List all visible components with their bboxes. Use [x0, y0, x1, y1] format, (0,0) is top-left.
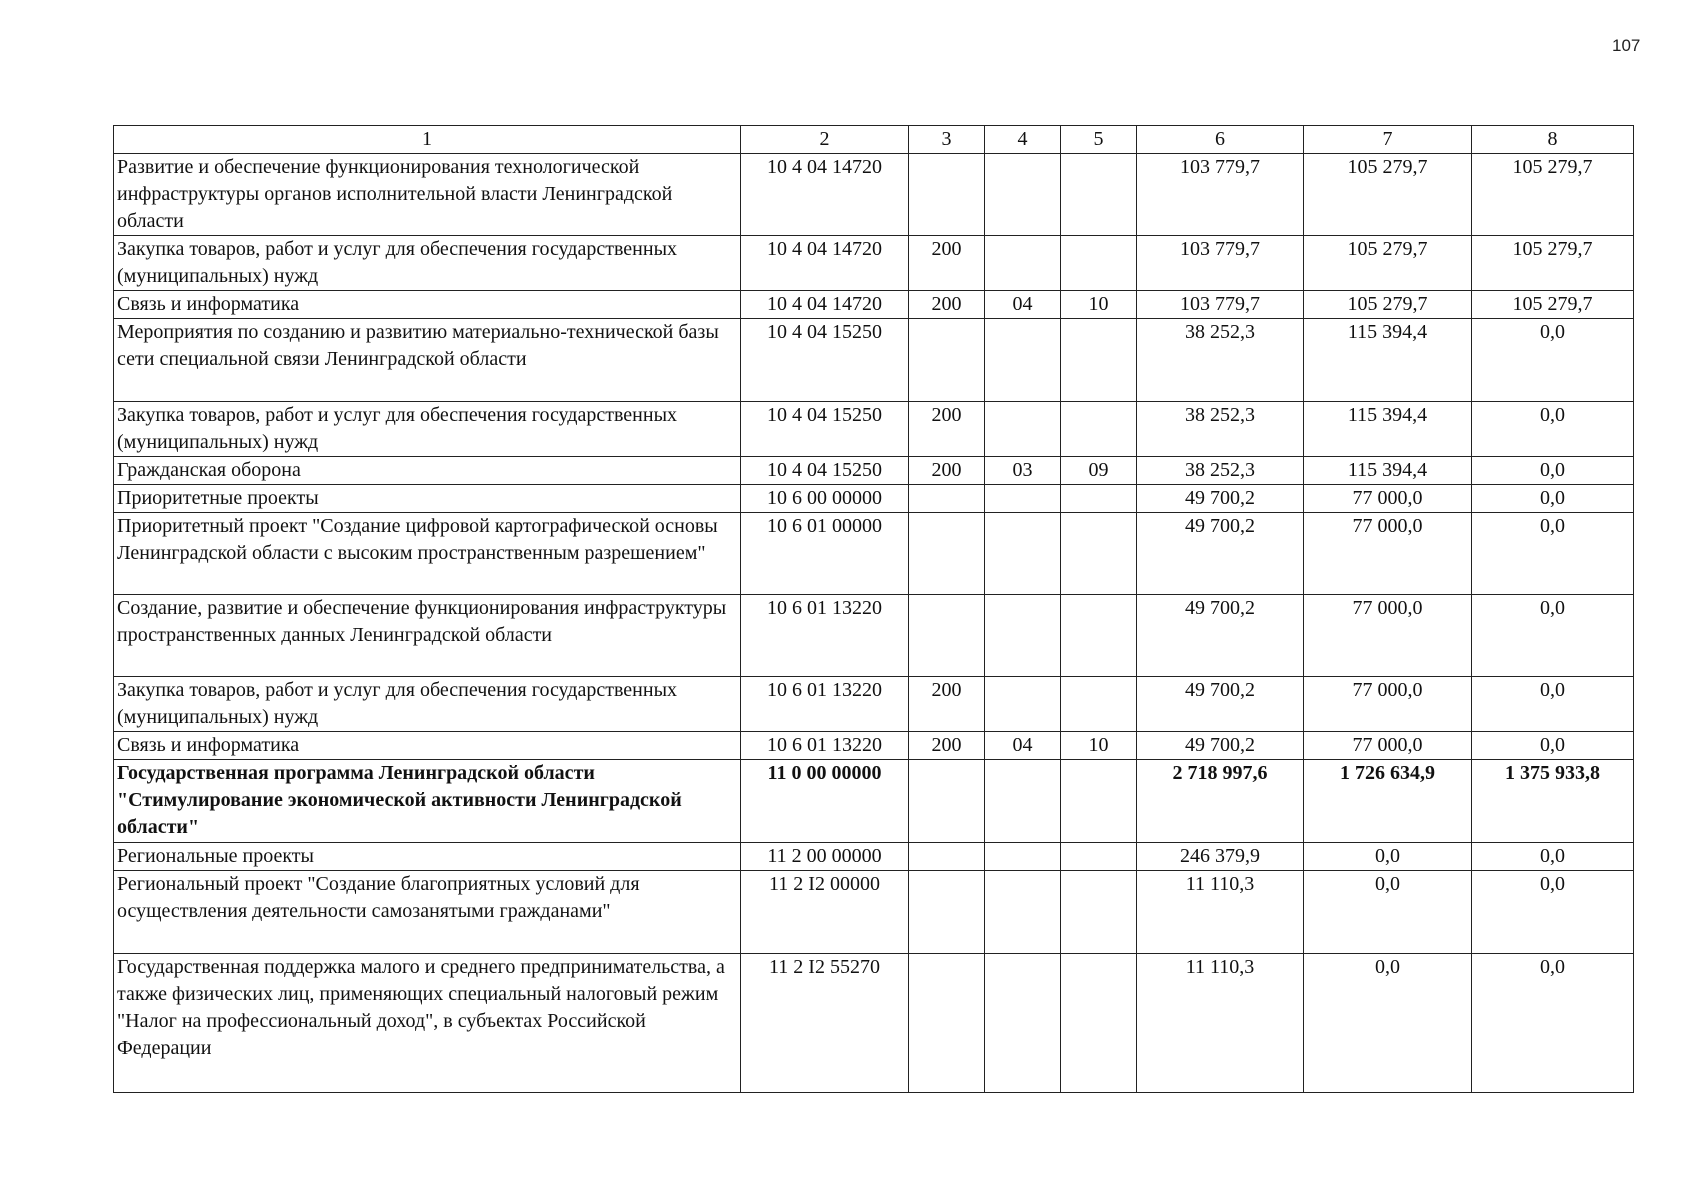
- target-code: 10 4 04 14720: [741, 154, 909, 236]
- row-name: Закупка товаров, работ и услуг для обеспечения государственных (муниципальных) нужд: [114, 402, 741, 457]
- column-header: 8: [1472, 126, 1634, 154]
- section: [985, 485, 1061, 513]
- expense-type: [909, 871, 985, 954]
- table-row: [114, 677, 1634, 732]
- target-code: 10 6 00 00000: [741, 485, 909, 513]
- section: [985, 954, 1061, 1093]
- subsection: [1061, 513, 1137, 595]
- target-code: 11 2 00 00000: [741, 843, 909, 871]
- expense-type: [909, 319, 985, 402]
- target-code: 10 6 01 13220: [741, 732, 909, 760]
- row-name: Связь и информатика: [114, 732, 741, 760]
- table-row: [114, 732, 1634, 760]
- expense-type: [909, 513, 985, 595]
- column-header: 7: [1304, 126, 1472, 154]
- amount-col6: 11 110,3: [1137, 954, 1304, 1093]
- section: [985, 402, 1061, 457]
- amount-col6: 38 252,3: [1137, 457, 1304, 485]
- target-code: 11 2 I2 55270: [741, 954, 909, 1093]
- expense-type: 200: [909, 732, 985, 760]
- amount-col8: 1 375 933,8: [1472, 760, 1634, 843]
- row-name: Мероприятия по созданию и развитию материально-технической базы сети специальной связи Ленинградской области: [114, 319, 741, 402]
- section: [985, 319, 1061, 402]
- amount-col8: 0,0: [1472, 513, 1634, 595]
- budget-table: [113, 125, 1634, 1093]
- row-name: Приоритетный проект "Создание цифровой картографической основы Ленинградской области с высоким пространственным разрешением": [114, 513, 741, 595]
- amount-col6: 49 700,2: [1137, 485, 1304, 513]
- amount-col8: 0,0: [1472, 843, 1634, 871]
- row-name: Закупка товаров, работ и услуг для обеспечения государственных (муниципальных) нужд: [114, 236, 741, 291]
- subsection: [1061, 677, 1137, 732]
- expense-type: [909, 760, 985, 843]
- amount-col7: 0,0: [1304, 871, 1472, 954]
- amount-col7: 77 000,0: [1304, 485, 1472, 513]
- amount-col6: 246 379,9: [1137, 843, 1304, 871]
- table-row: [114, 457, 1634, 485]
- target-code: 11 2 I2 00000: [741, 871, 909, 954]
- target-code: 10 4 04 15250: [741, 319, 909, 402]
- subsection: [1061, 843, 1137, 871]
- amount-col7: 77 000,0: [1304, 732, 1472, 760]
- amount-col8: 0,0: [1472, 732, 1634, 760]
- expense-type: 200: [909, 677, 985, 732]
- table-row: [114, 595, 1634, 677]
- amount-col7: 105 279,7: [1304, 236, 1472, 291]
- amount-col7: 105 279,7: [1304, 291, 1472, 319]
- amount-col8: 105 279,7: [1472, 154, 1634, 236]
- column-header: 2: [741, 126, 909, 154]
- column-header: 3: [909, 126, 985, 154]
- table-row: [114, 954, 1634, 1093]
- amount-col6: 2 718 997,6: [1137, 760, 1304, 843]
- subsection: [1061, 760, 1137, 843]
- amount-col7: 115 394,4: [1304, 319, 1472, 402]
- amount-col6: 103 779,7: [1137, 236, 1304, 291]
- amount-col7: 105 279,7: [1304, 154, 1472, 236]
- amount-col8: 0,0: [1472, 457, 1634, 485]
- amount-col7: 77 000,0: [1304, 677, 1472, 732]
- row-name: Развитие и обеспечение функционирования технологической инфраструктуры органов исполнительной власти Ленинградской области: [114, 154, 741, 236]
- amount-col6: 49 700,2: [1137, 513, 1304, 595]
- table-row-program-total: [114, 760, 1634, 843]
- amount-col8: 0,0: [1472, 871, 1634, 954]
- target-code: 10 4 04 15250: [741, 457, 909, 485]
- subsection: 09: [1061, 457, 1137, 485]
- expense-type: 200: [909, 291, 985, 319]
- table-row: [114, 319, 1634, 402]
- amount-col6: 38 252,3: [1137, 319, 1304, 402]
- target-code: 10 6 01 13220: [741, 595, 909, 677]
- amount-col7: 115 394,4: [1304, 402, 1472, 457]
- row-name: Региональные проекты: [114, 843, 741, 871]
- column-header: 6: [1137, 126, 1304, 154]
- subsection: [1061, 954, 1137, 1093]
- section: [985, 513, 1061, 595]
- subsection: 10: [1061, 291, 1137, 319]
- expense-type: [909, 154, 985, 236]
- expense-type: [909, 954, 985, 1093]
- target-code: 10 6 01 13220: [741, 677, 909, 732]
- table-row: [114, 154, 1634, 236]
- expense-type: [909, 485, 985, 513]
- amount-col6: 49 700,2: [1137, 595, 1304, 677]
- expense-type: [909, 595, 985, 677]
- amount-col6: 11 110,3: [1137, 871, 1304, 954]
- amount-col8: 105 279,7: [1472, 291, 1634, 319]
- subsection: [1061, 236, 1137, 291]
- table-row: [114, 485, 1634, 513]
- row-name: Гражданская оборона: [114, 457, 741, 485]
- expense-type: 200: [909, 457, 985, 485]
- subsection: [1061, 319, 1137, 402]
- amount-col8: 0,0: [1472, 319, 1634, 402]
- amount-col6: 38 252,3: [1137, 402, 1304, 457]
- amount-col8: 0,0: [1472, 402, 1634, 457]
- amount-col8: 0,0: [1472, 954, 1634, 1093]
- subsection: 10: [1061, 732, 1137, 760]
- amount-col7: 1 726 634,9: [1304, 760, 1472, 843]
- subsection: [1061, 871, 1137, 954]
- section: 03: [985, 457, 1061, 485]
- row-name: Государственная программа Ленинградской области "Стимулирование экономической активности Ленинградской области": [114, 760, 741, 843]
- amount-col8: 0,0: [1472, 595, 1634, 677]
- amount-col6: 49 700,2: [1137, 732, 1304, 760]
- target-code: 11 0 00 00000: [741, 760, 909, 843]
- amount-col7: 115 394,4: [1304, 457, 1472, 485]
- section: [985, 595, 1061, 677]
- section: [985, 871, 1061, 954]
- column-header: 1: [114, 126, 741, 154]
- row-name: Связь и информатика: [114, 291, 741, 319]
- target-code: 10 4 04 14720: [741, 291, 909, 319]
- expense-type: 200: [909, 402, 985, 457]
- expense-type: 200: [909, 236, 985, 291]
- row-name: Создание, развитие и обеспечение функционирования инфраструктуры пространственных данных Ленинградской области: [114, 595, 741, 677]
- section: [985, 843, 1061, 871]
- target-code: 10 6 01 00000: [741, 513, 909, 595]
- amount-col7: 0,0: [1304, 843, 1472, 871]
- table-row: [114, 402, 1634, 457]
- subsection: [1061, 595, 1137, 677]
- row-name: Приоритетные проекты: [114, 485, 741, 513]
- column-number-row: [114, 126, 1634, 154]
- amount-col8: 0,0: [1472, 485, 1634, 513]
- table-row: [114, 291, 1634, 319]
- amount-col6: 103 779,7: [1137, 291, 1304, 319]
- amount-col8: 0,0: [1472, 677, 1634, 732]
- section: [985, 677, 1061, 732]
- target-code: 10 4 04 14720: [741, 236, 909, 291]
- section: [985, 236, 1061, 291]
- column-header: 4: [985, 126, 1061, 154]
- row-name: Закупка товаров, работ и услуг для обеспечения государственных (муниципальных) нужд: [114, 677, 741, 732]
- amount-col7: 0,0: [1304, 954, 1472, 1093]
- amount-col8: 105 279,7: [1472, 236, 1634, 291]
- section: 04: [985, 732, 1061, 760]
- row-name: Региональный проект "Создание благоприятных условий для осуществления деятельности самозанятыми гражданами": [114, 871, 741, 954]
- subsection: [1061, 485, 1137, 513]
- table-row: [114, 871, 1634, 954]
- amount-col7: 77 000,0: [1304, 595, 1472, 677]
- amount-col6: 103 779,7: [1137, 154, 1304, 236]
- table-row: [114, 236, 1634, 291]
- table-row: [114, 843, 1634, 871]
- section: [985, 154, 1061, 236]
- amount-col7: 77 000,0: [1304, 513, 1472, 595]
- column-header: 5: [1061, 126, 1137, 154]
- target-code: 10 4 04 15250: [741, 402, 909, 457]
- row-name: Государственная поддержка малого и среднего предпринимательства, а также физических лиц, применяющих специальный налоговый режим "Налог на профессиональный доход", в субъектах Российской Федерации: [114, 954, 741, 1093]
- subsection: [1061, 154, 1137, 236]
- subsection: [1061, 402, 1137, 457]
- section: 04: [985, 291, 1061, 319]
- amount-col6: 49 700,2: [1137, 677, 1304, 732]
- section: [985, 760, 1061, 843]
- page-number: 107: [1612, 36, 1641, 55]
- expense-type: [909, 843, 985, 871]
- table-row: [114, 513, 1634, 595]
